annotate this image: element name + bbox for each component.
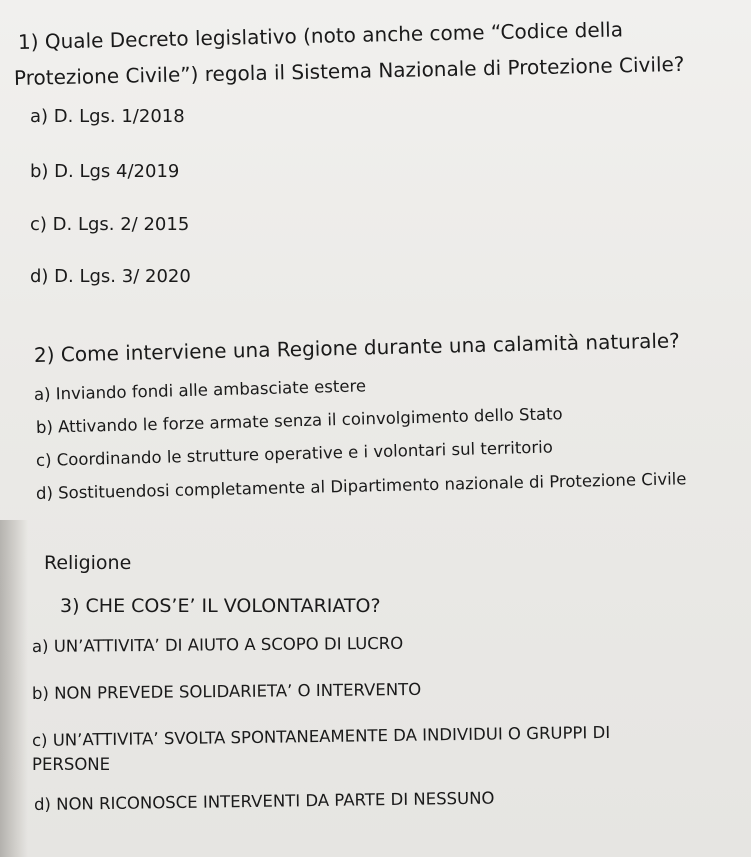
finger-shadow bbox=[0, 520, 28, 857]
question-2-text: 2) Come interviene una Regione durante una calamità naturale? bbox=[33, 328, 681, 367]
question-1-option-a: a) D. Lgs. 1/2018 bbox=[30, 106, 185, 127]
question-3-option-c-continued: PERSONE bbox=[32, 755, 111, 774]
question-3-option-c: c) UN’ATTIVITA’ SVOLTA SPONTANEAMENTE DA INDIVIDUI O GRUPPI DI bbox=[31, 722, 611, 750]
question-2-option-c: c) Coordinando le strutture operative e i volontari sul territorio bbox=[35, 437, 554, 470]
question-3-option-b: b) NON PREVEDE SOLIDARIETA’ O INTERVENTO bbox=[31, 679, 422, 703]
question-1-line-2: Protezione Civile”) regola il Sistema Nazionale di Protezione Civile? bbox=[13, 51, 685, 90]
question-2-option-b: b) Attivando le forze armate senza il coinvolgimento dello Stato bbox=[35, 404, 563, 437]
section-title: Religione bbox=[44, 552, 132, 574]
question-1-option-c: c) D. Lgs. 2/ 2015 bbox=[30, 214, 190, 235]
question-2-option-a: a) Inviando fondi alle ambasciate estere bbox=[33, 376, 367, 404]
question-3-text: 3) CHE COS’E’ IL VOLONTARIATO? bbox=[60, 595, 381, 617]
question-3-option-d: d) NON RICONOSCE INTERVENTI DA PARTE DI NESSUNO bbox=[33, 788, 495, 814]
question-3-option-a: a) UN’ATTIVITA’ DI AIUTO A SCOPO DI LUCRO bbox=[31, 633, 404, 656]
question-2-option-d: d) Sostituendosi completamente al Dipartimento nazionale di Protezione Civile bbox=[35, 469, 687, 503]
question-1-option-b: b) D. Lgs 4/2019 bbox=[30, 161, 180, 182]
question-1-line-1: 1) Quale Decreto legislativo (noto anche come “Codice della bbox=[17, 17, 624, 54]
question-1-option-d: d) D. Lgs. 3/ 2020 bbox=[30, 266, 191, 287]
